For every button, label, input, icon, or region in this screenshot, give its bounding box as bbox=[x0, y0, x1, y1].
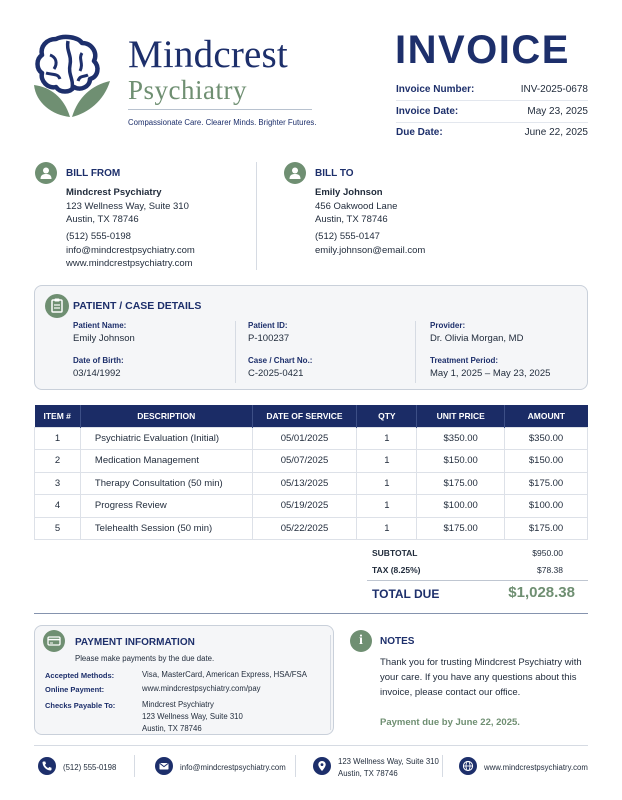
item-qty: 1 bbox=[357, 450, 417, 473]
column-header: ITEM # bbox=[35, 405, 81, 427]
subtotal-label: SUBTOTAL bbox=[372, 548, 418, 558]
tax-row bbox=[372, 565, 563, 579]
item-number: 2 bbox=[35, 450, 81, 473]
patient-name: Emily Johnson bbox=[73, 333, 135, 344]
item-amount: $350.00 bbox=[505, 427, 588, 450]
bill-from-email: info@mindcrestpsychiatry.com bbox=[66, 245, 195, 256]
footer-divider bbox=[34, 745, 588, 746]
online-payment-url[interactable]: www.mindcrestpsychiatry.com/pay bbox=[142, 684, 261, 693]
table-header-row bbox=[35, 405, 588, 427]
checks-payable-line: Austin, TX 78746 bbox=[142, 724, 202, 733]
payment-note: Please make payments by the due date. bbox=[75, 654, 215, 663]
footer-phone[interactable]: (512) 555-0198 bbox=[63, 763, 117, 772]
item-qty: 1 bbox=[357, 472, 417, 495]
online-payment-label: Online Payment: bbox=[45, 685, 105, 694]
column-header: QTY bbox=[357, 405, 417, 427]
table-row bbox=[35, 427, 588, 450]
footer-separator bbox=[442, 755, 443, 777]
footer-website[interactable]: www.mindcrestpsychiatry.com bbox=[484, 763, 588, 772]
dob: 03/14/1992 bbox=[73, 368, 121, 379]
item-description: Medication Management bbox=[80, 450, 252, 473]
item-amount: $175.00 bbox=[505, 517, 588, 540]
patient-id: P-100237 bbox=[248, 333, 290, 344]
patient-name-label: Patient Name: bbox=[73, 321, 127, 330]
invoice-number-label: Invoice Number: bbox=[396, 84, 475, 95]
case-number: C-2025-0421 bbox=[248, 368, 304, 379]
item-description: Therapy Consultation (50 min) bbox=[80, 472, 252, 495]
bill-to-email: emily.johnson@email.com bbox=[315, 245, 426, 256]
table-row bbox=[35, 495, 588, 518]
map-pin-icon bbox=[313, 757, 331, 775]
total-due-label: TOTAL DUE bbox=[372, 587, 440, 601]
invoice-date-row bbox=[396, 106, 588, 122]
footer-address1: 123 Wellness Way, Suite 310 bbox=[338, 757, 439, 766]
footer-separator bbox=[295, 755, 296, 777]
info-icon: i bbox=[350, 630, 372, 652]
table-row bbox=[35, 472, 588, 495]
item-description: Progress Review bbox=[80, 495, 252, 518]
tax-value: $78.38 bbox=[537, 565, 563, 575]
checks-payable-line: Mindcrest Psychiatry bbox=[142, 700, 214, 709]
item-unit-price: $100.00 bbox=[417, 495, 505, 518]
column-header: DATE OF SERVICE bbox=[252, 405, 357, 427]
footer-email[interactable]: info@mindcrestpsychiatry.com bbox=[180, 763, 286, 772]
person-icon bbox=[284, 162, 306, 184]
due-date-row bbox=[396, 127, 588, 143]
patient-details-panel bbox=[34, 285, 588, 390]
bill-to-heading: BILL TO bbox=[315, 168, 354, 179]
treatment-period-label: Treatment Period: bbox=[430, 356, 499, 365]
item-qty: 1 bbox=[357, 495, 417, 518]
totals-divider bbox=[367, 580, 588, 581]
checks-payable-line: 123 Wellness Way, Suite 310 bbox=[142, 712, 243, 721]
globe-icon bbox=[459, 757, 477, 775]
meta-divider bbox=[396, 122, 588, 123]
item-amount: $175.00 bbox=[505, 472, 588, 495]
invoice-date: May 23, 2025 bbox=[527, 106, 588, 117]
accepted-methods-label: Accepted Methods: bbox=[45, 671, 115, 680]
bill-to-address2: Austin, TX 78746 bbox=[315, 214, 388, 225]
item-number: 3 bbox=[35, 472, 81, 495]
person-icon bbox=[35, 162, 57, 184]
bill-from-web: www.mindcrestpsychiatry.com bbox=[66, 258, 193, 269]
invoice-number: INV-2025-0678 bbox=[520, 84, 588, 95]
case-number-label: Case / Chart No.: bbox=[248, 356, 313, 365]
payment-info-panel bbox=[34, 625, 334, 735]
line-items-table bbox=[34, 405, 588, 540]
envelope-icon bbox=[155, 757, 173, 775]
item-number: 5 bbox=[35, 517, 81, 540]
item-qty: 1 bbox=[357, 517, 417, 540]
accepted-methods: Visa, MasterCard, American Express, HSA/FSA bbox=[142, 670, 307, 679]
payment-notes-divider bbox=[330, 635, 331, 730]
subtotal-row bbox=[372, 548, 563, 562]
item-unit-price: $175.00 bbox=[417, 472, 505, 495]
patient-id-label: Patient ID: bbox=[248, 321, 288, 330]
credit-card-icon bbox=[43, 630, 65, 652]
invoice-date-label: Invoice Date: bbox=[396, 106, 459, 117]
footer-address2: Austin, TX 78746 bbox=[338, 769, 398, 778]
payment-info-title: PAYMENT INFORMATION bbox=[75, 637, 195, 648]
bill-to-name: Emily Johnson bbox=[315, 187, 383, 198]
footer-separator bbox=[134, 755, 135, 777]
item-qty: 1 bbox=[357, 427, 417, 450]
item-date: 05/01/2025 bbox=[252, 427, 357, 450]
phone-icon bbox=[38, 757, 56, 775]
tax-label: TAX (8.25%) bbox=[372, 565, 421, 575]
treatment-period: May 1, 2025 – May 23, 2025 bbox=[430, 368, 551, 379]
bill-from-phone: (512) 555-0198 bbox=[66, 231, 131, 242]
notes-body: Thank you for trusting Mindcrest Psychiatry with your care. If you have any questions about this invoice, please contact our office. bbox=[380, 657, 582, 698]
brand-subtitle: Psychiatry bbox=[128, 75, 247, 105]
item-number: 4 bbox=[35, 495, 81, 518]
column-header: DESCRIPTION bbox=[80, 405, 252, 427]
due-date: June 22, 2025 bbox=[524, 127, 588, 138]
total-due-value: $1,028.38 bbox=[508, 584, 575, 601]
item-amount: $150.00 bbox=[505, 450, 588, 473]
item-unit-price: $175.00 bbox=[417, 517, 505, 540]
column-header: AMOUNT bbox=[505, 405, 588, 427]
item-unit-price: $150.00 bbox=[417, 450, 505, 473]
clipboard-icon bbox=[45, 294, 69, 318]
invoice-title: INVOICE bbox=[395, 28, 570, 72]
patient-divider bbox=[415, 321, 416, 383]
bill-to-phone: (512) 555-0147 bbox=[315, 231, 380, 242]
provider-label: Provider: bbox=[430, 321, 466, 330]
item-amount: $100.00 bbox=[505, 495, 588, 518]
patient-divider bbox=[235, 321, 236, 383]
dob-label: Date of Birth: bbox=[73, 356, 124, 365]
notes-title: NOTES bbox=[380, 636, 415, 647]
subtotal-value: $950.00 bbox=[532, 548, 563, 558]
payment-due-note: Payment due by June 22, 2025. bbox=[380, 717, 520, 728]
due-date-label: Due Date: bbox=[396, 127, 443, 138]
brand-divider bbox=[128, 109, 312, 110]
brand-tagline: Compassionate Care. Clearer Minds. Brighter Futures. bbox=[128, 118, 317, 127]
bill-from-address2: Austin, TX 78746 bbox=[66, 214, 139, 225]
column-header: UNIT PRICE bbox=[417, 405, 505, 427]
item-number: 1 bbox=[35, 427, 81, 450]
meta-divider bbox=[396, 100, 588, 101]
party-divider bbox=[256, 162, 257, 270]
item-description: Psychiatric Evaluation (Initial) bbox=[80, 427, 252, 450]
item-date: 05/07/2025 bbox=[252, 450, 357, 473]
item-date: 05/19/2025 bbox=[252, 495, 357, 518]
bill-from-address1: 123 Wellness Way, Suite 310 bbox=[66, 201, 189, 212]
item-date: 05/22/2025 bbox=[252, 517, 357, 540]
table-row bbox=[35, 450, 588, 473]
patient-details-title: PATIENT / CASE DETAILS bbox=[73, 300, 202, 312]
item-description: Telehealth Session (50 min) bbox=[80, 517, 252, 540]
checks-payable-label: Checks Payable To: bbox=[45, 701, 116, 710]
bill-from-name: Mindcrest Psychiatry bbox=[66, 187, 162, 198]
table-row bbox=[35, 517, 588, 540]
item-unit-price: $350.00 bbox=[417, 427, 505, 450]
bill-to-address1: 456 Oakwood Lane bbox=[315, 201, 398, 212]
brain-leaf-logo-icon bbox=[32, 33, 114, 119]
item-date: 05/13/2025 bbox=[252, 472, 357, 495]
invoice-number-row bbox=[396, 84, 588, 100]
bill-from-heading: BILL FROM bbox=[66, 168, 121, 179]
brand-name: Mindcrest bbox=[128, 33, 288, 76]
provider: Dr. Olivia Morgan, MD bbox=[430, 333, 524, 344]
section-divider bbox=[34, 613, 588, 614]
